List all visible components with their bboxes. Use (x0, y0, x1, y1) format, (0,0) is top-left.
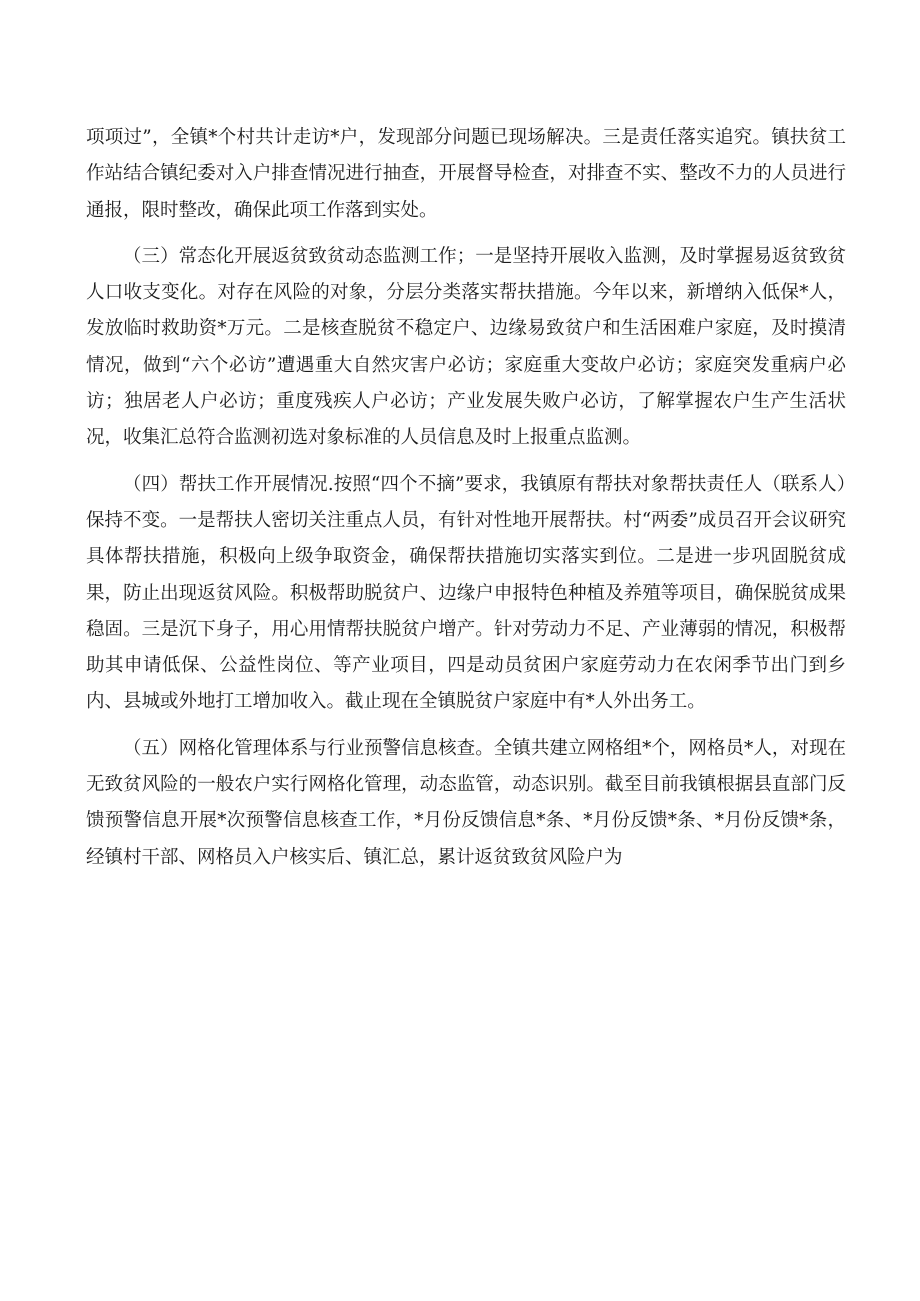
paragraph-section-three: （三）常态化开展返贫致贫动态监测工作；一是坚持开展收入监测，及时掌握易返贫致贫人口收支变化。对存在风险的对象，分层分类落实帮扶措施。今年以来，新增纳入低保*人，发放临时救助资*万元。二是核查脱贫不稳定户、边缘易致贫户和生活困难户家庭，及时摸清情况，做到“六个必访”遭遇重大自然灾害户必访；家庭重大变故户必访；家庭突发重病户必访；独居老人户必访；重度残疾人户必访；产业发展失败户必访，了解掌握农户生产生活状况，收集汇总符合监测初选对象标准的人员信息及时上报重点监测。 (86, 245, 846, 449)
paragraph-section-four: （四）帮扶工作开展情况.按照“四个不摘”要求，我镇原有帮扶对象帮扶责任人（联系人）保持不变。一是帮扶人密切关注重点人员，有针对性地开展帮扶。村“两委”成员召开会议研究具体帮扶措施，积极向上级争取资金，确保帮扶措施切实落实到位。二是进一步巩固脱贫成果，防止出现返贫风险。积极帮助脱贫户、边缘户申报特色种植及养殖等项目，确保脱贫成果稳固。三是沉下身子，用心用情帮扶脱贫户增产。针对劳动力不足、产业薄弱的情况，积极帮助其申请低保、公益性岗位、等产业项目，四是动员贫困户家庭劳动力在农闲季节出门到乡内、县城或外地打工增加收入。截止现在全镇脱贫户家庭中有*人外出务工。 (86, 473, 846, 713)
paragraph-continuation: 项项过”，全镇*个村共计走访*户，发现部分问题已现场解决。三是责任落实追究。镇扶贫工作站结合镇纪委对入户排查情况进行抽查，开展督导检查，对排查不实、整改不力的人员进行通报，限时整改，确保此项工作落到实处。 (86, 127, 846, 221)
paragraph-section-five: （五）网格化管理体系与行业预警信息核查。全镇共建立网格组*个，网格员*人，对现在无致贫风险的一般农户实行网格化管理，动态监管，动态识别。截至目前我镇根据县直部门反馈预警信息开展*次预警信息核查工作，*月份反馈信息*条、*月份反馈*条、*月份反馈*条，经镇村干部、网格员入户核实后、镇汇总，累计返贫致贫风险户为 (86, 737, 846, 868)
document-body (86, 120, 846, 886)
